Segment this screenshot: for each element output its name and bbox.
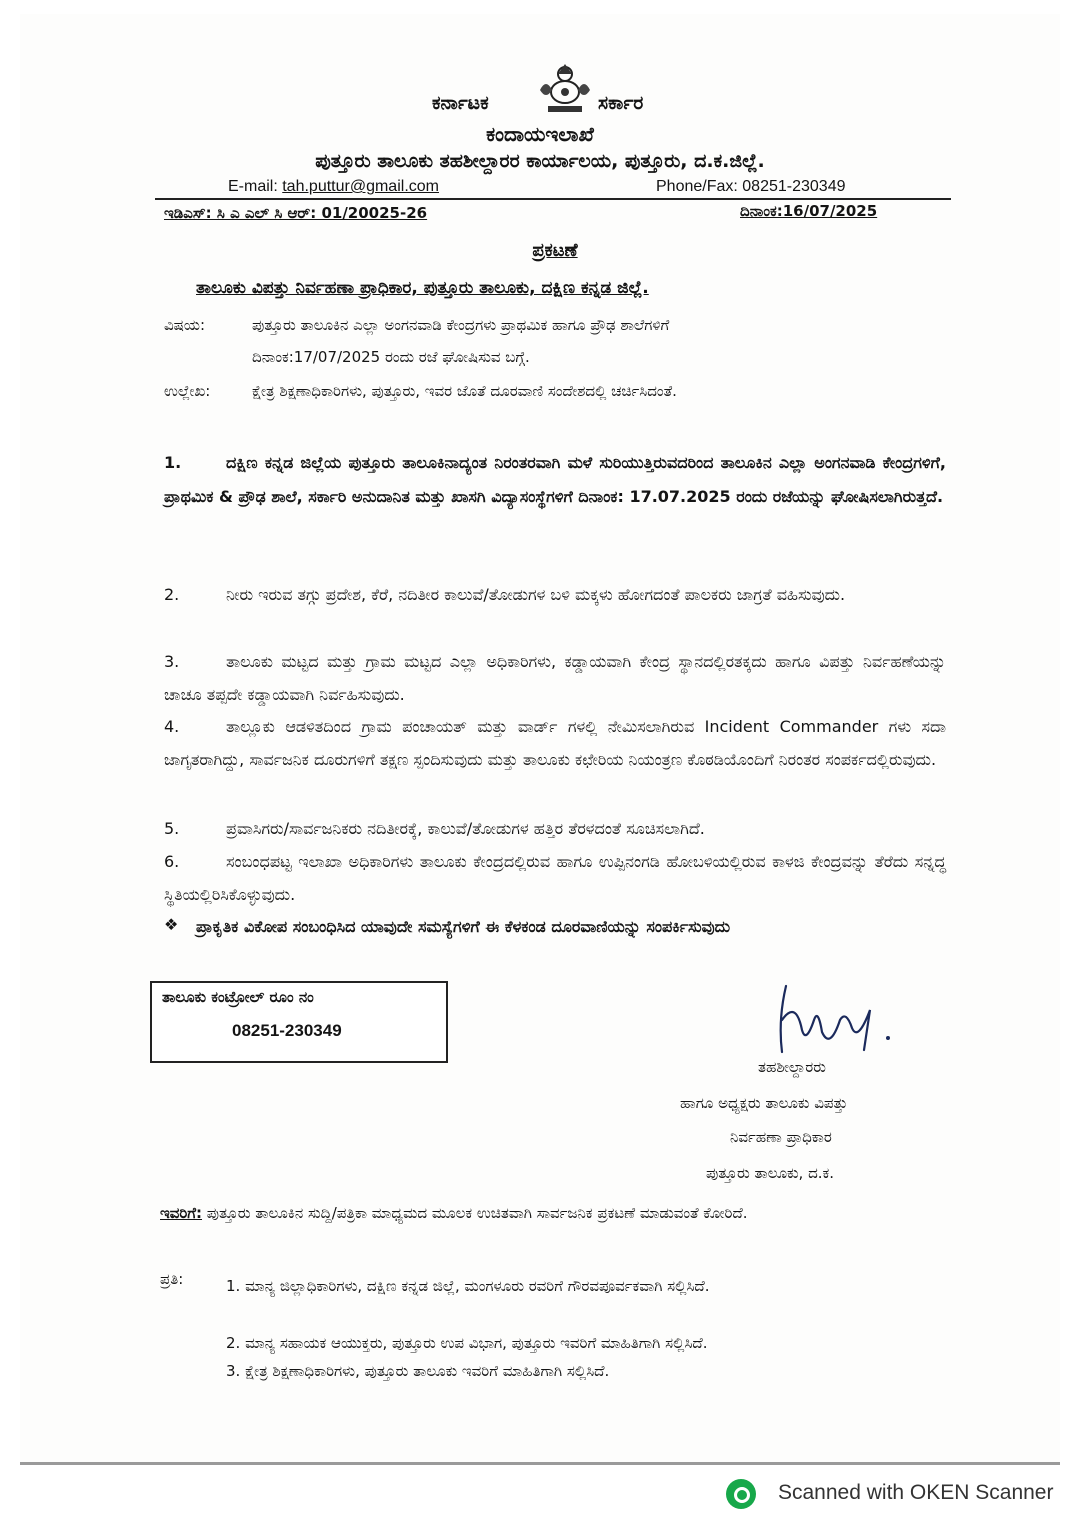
oken-logo-icon <box>726 1479 756 1509</box>
point-text: ಪ್ರವಾಸಿಗರು/ಸಾರ್ವಜನಿಕರು ನದಿತೀರಕ್ಕೆ, ಕಾಲುವೆ/ತೋಡುಗಳ ಹತ್ತಿರ ತೆರಳದಂತೆ ಸೂಚಿಸಲಾಗಿದೆ. <box>226 819 705 838</box>
phone-fax: Phone/Fax: 08251-230349 <box>656 178 846 195</box>
point-number: 5. <box>164 819 180 838</box>
point-5 <box>164 812 946 845</box>
authority-title: ತಾಲೂಕು ವಿಪತ್ತು ನಿರ್ವಹಣಾ ಪ್ರಾಧಿಕಾರ, ಪುತ್ತೂರು ತಾಲೂಕು, ದಕ್ಷಿಣ ಕನ್ನಡ ಜಿಲ್ಲೆ. <box>196 278 649 298</box>
signatory-title: ತಹಶೀಲ್ದಾರರು <box>758 1058 826 1076</box>
copy-item-1: 1. ಮಾನ್ಯ ಜಿಲ್ಲಾಧಿಕಾರಿಗಳು, ದಕ್ಷಿಣ ಕನ್ನಡ ಜಿಲ್ಲೆ, ಮಂಗಳೂರು ರವರಿಗೆ ಗೌರವಪೂರ್ವಕವಾಗಿ ಸಲ್ಲಿಸಿದೆ. <box>226 1277 710 1295</box>
signatory-line-2: ಹಾಗೂ ಅಧ್ಯಕ್ಷರು ತಾಲೂಕು ವಿಪತ್ತು <box>680 1094 848 1112</box>
scanner-text: Scanned with OKEN Scanner <box>778 1481 1054 1504</box>
point-number: 3. <box>164 652 180 671</box>
point-6 <box>164 845 946 911</box>
copy-label: ಪ್ರತಿ: <box>160 1270 184 1288</box>
to-section <box>160 1196 920 1230</box>
control-room-box <box>150 981 448 1063</box>
email-link[interactable]: tah.puttur@gmail.com <box>282 178 439 195</box>
scanner-watermark <box>724 1475 1064 1511</box>
signatory-line-3: ನಿರ್ವಹಣಾ ಪ್ರಾಧಿಕಾರ <box>730 1128 832 1146</box>
point-4 <box>164 710 946 776</box>
issue-date: ದಿನಾಂಕ:16/07/2025 <box>740 202 878 220</box>
notice-title: ಪ್ರಕಟಣೆ <box>532 240 578 261</box>
subject-line-1: ಪುತ್ತೂರು ತಾಲೂಕಿನ ಎಲ್ಲಾ ಅಂಗನವಾಡಿ ಕೇಂದ್ರಗಳು ಪ್ರಾಥಮಿಕ ಹಾಗೂ ಪ್ರೌಢ ಶಾಲೆಗಳಿಗೆ <box>252 316 670 334</box>
state-emblem-icon <box>536 60 594 116</box>
department-name: ಕಂದಾಯಇಲಾಖೆ <box>486 122 594 146</box>
subject-line-2: ದಿನಾಂಕ:17/07/2025 ರಂದು ರಜೆ ಘೋಷಿಸುವ ಬಗ್ಗೆ. <box>252 348 530 366</box>
point-number: 6. <box>164 852 180 871</box>
point-text: ತಾಲ್ಲೂಕು ಆಡಳಿತದಿಂದ ಗ್ರಾಮ ಪಂಚಾಯತ್ ಮತ್ತು ವಾರ್ಡ್ ಗಳಲ್ಲಿ ನೇಮಿಸಲಾಗಿರುವ Incident Commander ಗಳು ಸದಾ ಜಾಗೃತರಾಗಿದ್ದು, ಸಾರ್ವಜನಿಕ ದೂರುಗಳಿಗೆ ತಕ್ಷಣ ಸ್ಪಂದಿಸುವುದು ಮತ್ತು ತಾಲೂಕು ಕಛೇರಿಯ ನಿಯಂತ್ರಣ ಕೊಠಡಿಯೊಂದಿಗೆ ನಿರಂತರ ಸಂಪರ್ಕದಲ್ಲಿರುವುದು. <box>164 717 946 769</box>
header-rule <box>155 198 951 200</box>
point-number: 1. <box>164 453 182 472</box>
reference-text: ಕ್ಷೇತ್ರ ಶಿಕ್ಷಣಾಧಿಕಾರಿಗಳು, ಪುತ್ತೂರು, ಇವರ ಜೊತೆ ದೂರವಾಣಿ ಸಂದೇಶದಲ್ಲಿ ಚರ್ಚಿಸಿದಂತೆ. <box>252 382 677 400</box>
govt-right: ಸರ್ಕಾರ <box>598 92 644 114</box>
point-text: ಸಂಬಂಧಪಟ್ಟ ಇಲಾಖಾ ಅಧಿಕಾರಿಗಳು ತಾಲೂಕು ಕೇಂದ್ರದಲ್ಲಿರುವ ಹಾಗೂ ಉಪ್ಪಿನಂಗಡಿ ಹೋಬಳಿಯಲ್ಲಿರುವ ಕಾಳಜಿ ಕೇಂದ್ರವನ್ನು ತೆರೆದು ಸನ್ನದ್ಧ ಸ್ಥಿತಿಯಲ್ಲಿರಿಸಿಕೊಳ್ಳುವುದು. <box>164 852 946 904</box>
point-number: 4. <box>164 717 180 736</box>
point-2 <box>164 578 946 611</box>
signatory-line-4: ಪುತ್ತೂರು ತಾಲೂಕು, ದ.ಕ. <box>706 1164 835 1182</box>
control-room-label: ತಾಲೂಕು ಕಂಟ್ರೋಲ್ ರೂಂ ನಂ <box>162 988 314 1006</box>
point-1 <box>164 446 946 514</box>
to-text: ಪುತ್ತೂರು ತಾಲೂಕಿನ ಸುದ್ದಿ/ಪತ್ರಿಕಾ ಮಾಧ್ಯಮದ ಮೂಲಕ ಉಚಿತವಾಗಿ ಸಾರ್ವಜನಿಕ ಪ್ರಕಟಣೆ ಮಾಡುವಂತೆ ಕೋರಿದೆ. <box>206 1204 748 1222</box>
notice-text: ಪ್ರಾಕೃತಿಕ ವಿಕೋಪ ಸಂಬಂಧಿಸಿದ ಯಾವುದೇ ಸಮಸ್ಯೆಗಳಿಗೆ ಈ ಕೆಳಕಂಡ ದೂರವಾಣಿಯನ್ನು ಸಂಪರ್ಕಿಸುವುದು <box>196 917 731 936</box>
signature <box>760 980 900 1060</box>
point-text: ನೀರು ಇರುವ ತಗ್ಗು ಪ್ರದೇಶ, ಕೆರೆ, ನದಿತೀರ ಕಾಲುವೆ/ತೋಡುಗಳ ಬಳಿ ಮಕ್ಕಳು ಹೋಗದಂತೆ ಪಾಲಕರು ಜಾಗ್ರತೆ ವಹಿಸುವುದು. <box>226 585 846 604</box>
point-text: ದಕ್ಷಿಣ ಕನ್ನಡ ಜಿಲ್ಲೆಯ ಪುತ್ತೂರು ತಾಲೂಕಿನಾದ್ಯಂತ ನಿರಂತರವಾಗಿ ಮಳೆ ಸುರಿಯುತ್ತಿರುವದರಿಂದ ತಾಲೂಕಿನ ಎಲ್ಲಾ ಅಂಗನವಾಡಿ ಕೇಂದ್ರಗಳಿಗೆ, ಪ್ರಾಥಮಿಕ & ಪ್ರೌಢ ಶಾಲೆ, ಸರ್ಕಾರಿ ಅನುದಾನಿತ ಮತ್ತು ಖಾಸಗಿ ವಿದ್ಯಾಸಂಸ್ಥೆಗಳಿಗೆ ದಿನಾಂಕ: 17.07.2025 ರಂದು ರಜೆಯನ್ನು ಘೋಷಿಸಲಾಗಿರುತ್ತದೆ. <box>164 453 946 506</box>
copy-item-3: 3. ಕ್ಷೇತ್ರ ಶಿಕ್ಷಣಾಧಿಕಾರಿಗಳು, ಪುತ್ತೂರು ತಾಲೂಕು ಇವರಿಗೆ ಮಾಹಿತಿಗಾಗಿ ಸಲ್ಲಿಸಿದೆ. <box>226 1362 610 1380</box>
to-label: ಇವರಿಗೆ: <box>160 1204 203 1222</box>
office-name: ಪುತ್ತೂರು ತಾಲೂಕು ತಹಶೀಲ್ದಾರರ ಕಾರ್ಯಾಲಯ, ಪುತ್ತೂರು, ದ.ಕ.ಜಿಲ್ಲೆ. <box>315 150 765 172</box>
point-number: 2. <box>164 585 180 604</box>
email-label: E-mail: <box>228 178 278 195</box>
control-room-phone: 08251-230349 <box>232 1021 342 1040</box>
page-edge <box>20 1462 1060 1465</box>
point-text: ತಾಲೂಕು ಮಟ್ಟದ ಮತ್ತು ಗ್ರಾಮ ಮಟ್ಟದ ಎಲ್ಲಾ ಅಧಿಕಾರಿಗಳು, ಕಡ್ಡಾಯವಾಗಿ ಕೇಂದ್ರ ಸ್ಥಾನದಲ್ಲಿರತಕ್ಕದು ಹಾಗೂ ವಿಪತ್ತು ನಿರ್ವಹಣೆಯನ್ನು ಚಾಚೂ ತಪ್ಪದೇ ಕಡ್ಡಾಯವಾಗಿ ನಿರ್ವಹಿಸುವುದು. <box>164 652 946 704</box>
reference-number: ಇಡಿಎಸ್: ಸಿ ಎ ಎಲ್ ಸಿ ಆರ್: 01/20025-26 <box>164 204 428 222</box>
point-3 <box>164 645 946 711</box>
notice-bullet: ❖ <box>164 915 179 934</box>
copy-item-2: 2. ಮಾನ್ಯ ಸಹಾಯಕ ಆಯುಕ್ತರು, ಪುತ್ತೂರು ಉಪ ವಿಭಾಗ, ಪುತ್ತೂರು ಇವರಿಗೆ ಮಾಹಿತಿಗಾಗಿ ಸಲ್ಲಿಸಿದೆ. <box>226 1334 708 1352</box>
subject-label: ವಿಷಯ: <box>164 316 205 334</box>
reference-label: ಉಲ್ಲೇಖ: <box>164 382 211 400</box>
email-line <box>228 178 439 196</box>
govt-left: ಕರ್ನಾಟಕ <box>432 92 489 114</box>
